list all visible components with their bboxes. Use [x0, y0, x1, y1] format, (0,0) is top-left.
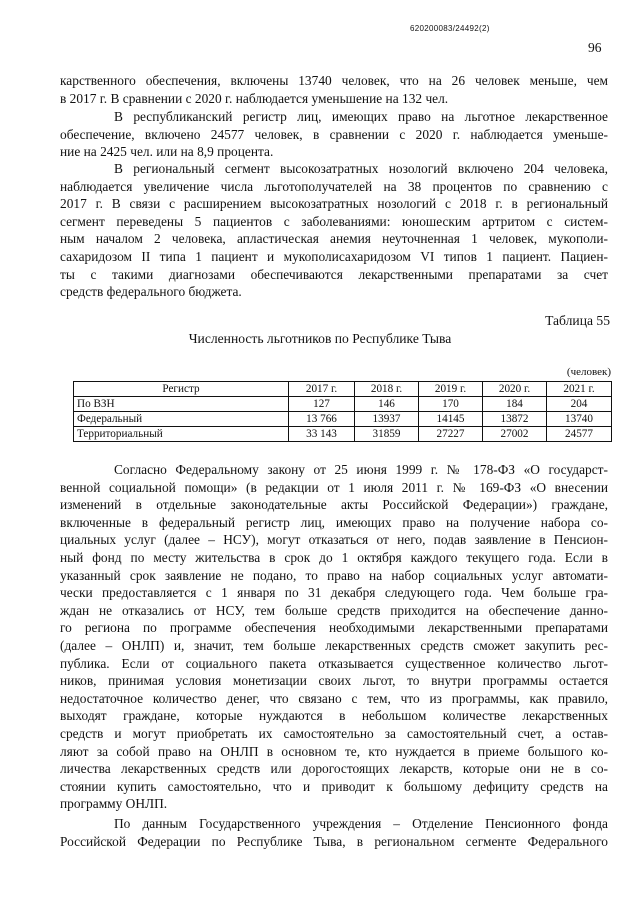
table-cell: 33 143: [289, 427, 355, 442]
text-line: ляют за собой право на ОНЛП в основном те, кто нуждается в приеме большого ко-: [60, 743, 608, 759]
text-line: циальных услуг (далее – НСУ), могут отказаться от него, подав заявление в Пенсион-: [60, 532, 608, 548]
text-line: карственного обеспечения, включены 13740 человек, что на 26 человек меньше, чем: [60, 73, 608, 88]
page-number: 96: [588, 40, 602, 55]
table-cell: 13872: [483, 412, 547, 427]
text-line: обеспечение, включено 24577 человек, в сравнении с 2020 г. наблюдается уменьше-: [60, 126, 608, 142]
column-header: 2021 г.: [547, 382, 612, 397]
text-line: выходят граждане, которые нуждаются в небольшом количестве лекарственных: [60, 708, 608, 724]
table-header-row: [74, 382, 612, 397]
beneficiaries-table: [73, 381, 612, 442]
table-cell: 146: [355, 397, 419, 412]
text-line: публика. Если от социального пакета отказывается существенное количество льгот-: [60, 655, 608, 671]
text-line: сегмент переведены 5 пациентов с заболеваниями: юношеским артритом с систем-: [60, 213, 608, 229]
table-title: Численность льготников по Республике Тыва: [188, 331, 452, 346]
table-cell: 170: [419, 397, 483, 412]
text-line: наблюдается увеличение числа льготополучателей на 38 процентов по сравнению с: [60, 178, 608, 194]
table-cell: 184: [483, 397, 547, 412]
paragraph-regional-segment: [60, 160, 608, 301]
text-line: Российской Федерации по Республике Тыва, в региональном сегменте Федерального: [60, 833, 608, 849]
text-line: личества лекарственных средств или дорогостоящих лекарств, которые они не в со-: [60, 761, 608, 777]
paragraph-continuation: [60, 72, 608, 107]
paragraph-federal-law: [60, 461, 608, 813]
text-line: го региона по программе обеспечения необходимыми лекарственными препаратами: [60, 620, 608, 636]
text-line: средств и могут приобретать их самостоятельно за самостоятельный счет, а остав-: [60, 725, 608, 741]
text-line: программу ОНЛП.: [60, 796, 168, 812]
text-line: сахаридозом II типа 1 пациент и мукополисахаридозом VI типов 1 пациент. Пациен-: [60, 248, 608, 264]
text-line: стоянии купить самостоятельно, что и приводит к большому дефициту средств на: [60, 778, 608, 794]
table-cell: 27227: [419, 427, 483, 442]
text-line: изменений в отдельные законодательные акты Российской Федерации») граждане,: [60, 497, 608, 513]
text-line: Согласно Федеральному закону от 25 июня 1999 г. № 178-ФЗ «О государст-: [114, 462, 608, 477]
text-line: В республиканский регистр лиц, имеющих право на льготное лекарственное: [114, 109, 608, 124]
table-cell: 127: [289, 397, 355, 412]
text-line: ты с такими диагнозами обеспечиваются лекарственными препаратами за счет: [60, 266, 608, 282]
text-line: средств федерального бюджета.: [60, 284, 242, 300]
table-row: [74, 427, 612, 442]
table-cell: 27002: [483, 427, 547, 442]
column-header: 2020 г.: [483, 382, 547, 397]
text-line: В региональный сегмент высокозатратных нозологий включено 204 человека,: [114, 161, 608, 176]
paragraph-pension-fund: [60, 815, 608, 850]
text-line: (далее – ОНЛП) и, значит, тем больше лекарственных средств сможет закупить рес-: [60, 637, 608, 653]
text-line: включенные в федеральный регистр лиц, имеющих право на получение набора со-: [60, 514, 608, 530]
table-cell: 24577: [547, 427, 612, 442]
text-line: ждан не отказались от НСУ, тем больше средств приходится на обеспечение данно-: [60, 602, 608, 618]
table-row: [74, 412, 612, 427]
row-label: По ВЗН: [74, 397, 289, 412]
table-cell: 31859: [355, 427, 419, 442]
table-cell: 14145: [419, 412, 483, 427]
table-unit: (человек): [566, 366, 611, 378]
table-row: [74, 397, 612, 412]
paragraph-republic-register: [60, 108, 608, 161]
text-line: По данным Государственного учреждения – Отделение Пенсионного фонда: [114, 816, 608, 831]
column-header: 2017 г.: [289, 382, 355, 397]
text-line: ным началом 2 человека, апластическая анемия неуточненная 1 человек, мукополи-: [60, 231, 608, 247]
column-header: Регистр: [74, 382, 289, 397]
text-line: чески предоставляется с 1 января по 31 декабря следующего года. Чем больше гра-: [60, 585, 608, 601]
text-line: недостаточное количество денег, что связано с тем, что из программы, как правило,: [60, 690, 608, 706]
text-line: ный фонд по месту жительства в срок до 1 октября каждого текущего года. Если в: [60, 549, 608, 565]
column-header: 2018 г.: [355, 382, 419, 397]
table-cell: 13937: [355, 412, 419, 427]
column-header: 2019 г.: [419, 382, 483, 397]
text-line: ние на 2425 чел. или на 8,9 процента.: [60, 144, 274, 160]
table-label: Таблица 55: [545, 313, 610, 328]
document-id: 620200083/24492(2): [410, 24, 490, 33]
text-line: 2017 г. В связи с расширением высокозатратных нозологий с 2018 г. в региональный: [60, 196, 608, 212]
text-line: в 2017 г. В сравнении с 2020 г. наблюдается уменьшение на 132 чел.: [60, 90, 449, 106]
text-line: ников, принимая условия монетизации своих льгот, то внутри программы остается: [60, 673, 608, 689]
row-label: Территориальный: [74, 427, 289, 442]
table-cell: 13 766: [289, 412, 355, 427]
table-cell: 13740: [547, 412, 612, 427]
row-label: Федеральный: [74, 412, 289, 427]
text-line: указанный срок заявление не подано, то право на набор социальных услуг автомати-: [60, 567, 608, 583]
table-cell: 204: [547, 397, 612, 412]
text-line: венной социальной помощи» (в редакции от 1 июля 2011 г. № 169-ФЗ «О внесении: [60, 479, 608, 495]
